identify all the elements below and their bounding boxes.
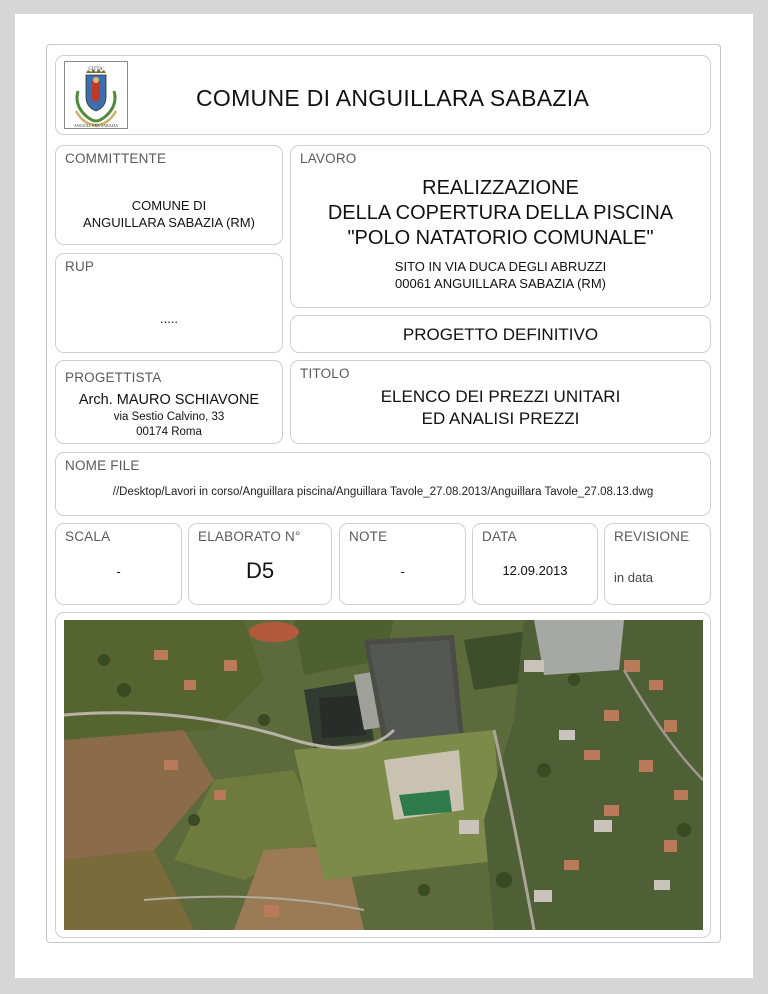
nome-file-value: //Desktop/Lavori in corso/Anguillara piscina/Anguillara Tavole_27.08.2013/Anguillara Tavole_27.08.13.dwg — [112, 486, 654, 498]
progettista-address-line1: via Sestio Calvino, 33 — [113, 411, 225, 423]
crest-ring-text: ANGUILLARA SABAZIA — [73, 123, 119, 128]
rup-value: ..... — [159, 311, 179, 326]
revisione-box — [604, 523, 711, 605]
titolo-label: TITOLO — [300, 366, 350, 381]
data-label: DATA — [482, 529, 517, 544]
titolo-box — [290, 360, 711, 444]
header-box — [55, 55, 711, 135]
lavoro-title-line3: "POLO NATATORIO COMUNALE" — [347, 227, 654, 249]
nome-file-label: NOME FILE — [65, 458, 140, 473]
lavoro-site-line2: 00061 ANGUILLARA SABAZIA (RM) — [395, 276, 606, 291]
elaborato-value: D5 — [245, 558, 275, 583]
progetto-box — [290, 315, 711, 353]
titolo-line2: ED ANALISI PREZZI — [421, 409, 580, 428]
nome-file-box — [55, 452, 711, 516]
lavoro-box — [290, 145, 711, 308]
data-value: 12.09.2013 — [502, 563, 568, 578]
elaborato-box — [188, 523, 332, 605]
crest-top-text: CITTA' — [88, 67, 104, 72]
lavoro-label: LAVORO — [300, 151, 357, 166]
rup-label: RUP — [65, 259, 95, 274]
progettista-label: PROGETTISTA — [65, 370, 162, 385]
scala-label: SCALA — [65, 529, 111, 544]
lavoro-title-line1: REALIZZAZIONE — [422, 177, 579, 199]
note-box — [339, 523, 466, 605]
progettista-box — [55, 360, 283, 444]
municipality-title: COMUNE DI ANGUILLARA SABAZIA — [196, 85, 590, 111]
note-label: NOTE — [349, 529, 388, 544]
progettista-address-line2: 00174 Roma — [136, 426, 202, 438]
progetto-value: PROGETTO DEFINITIVO — [402, 325, 599, 344]
scala-value: - — [116, 564, 121, 579]
committente-line2: ANGUILLARA SABAZIA (RM) — [83, 215, 255, 230]
progettista-name: Arch. MAURO SCHIAVONE — [78, 392, 260, 408]
lavoro-site-line1: SITO IN VIA DUCA DEGLI ABRUZZI — [394, 259, 607, 274]
revisione-value: in data — [614, 570, 654, 585]
aerial-satellite-photo — [64, 620, 703, 930]
municipal-crest-logo — [64, 61, 128, 129]
committente-box — [55, 145, 283, 245]
revisione-label: REVISIONE — [614, 529, 690, 544]
elaborato-label: ELABORATO N° — [198, 529, 301, 544]
titolo-line1: ELENCO DEI PREZZI UNITARI — [380, 387, 621, 406]
data-box — [472, 523, 598, 605]
committente-line1: COMUNE DI — [131, 198, 207, 213]
rup-box — [55, 253, 283, 353]
note-value: - — [400, 564, 405, 579]
committente-label: COMMITTENTE — [65, 151, 167, 166]
scala-box — [55, 523, 182, 605]
lavoro-title-line2: DELLA COPERTURA DELLA PISCINA — [327, 202, 674, 224]
